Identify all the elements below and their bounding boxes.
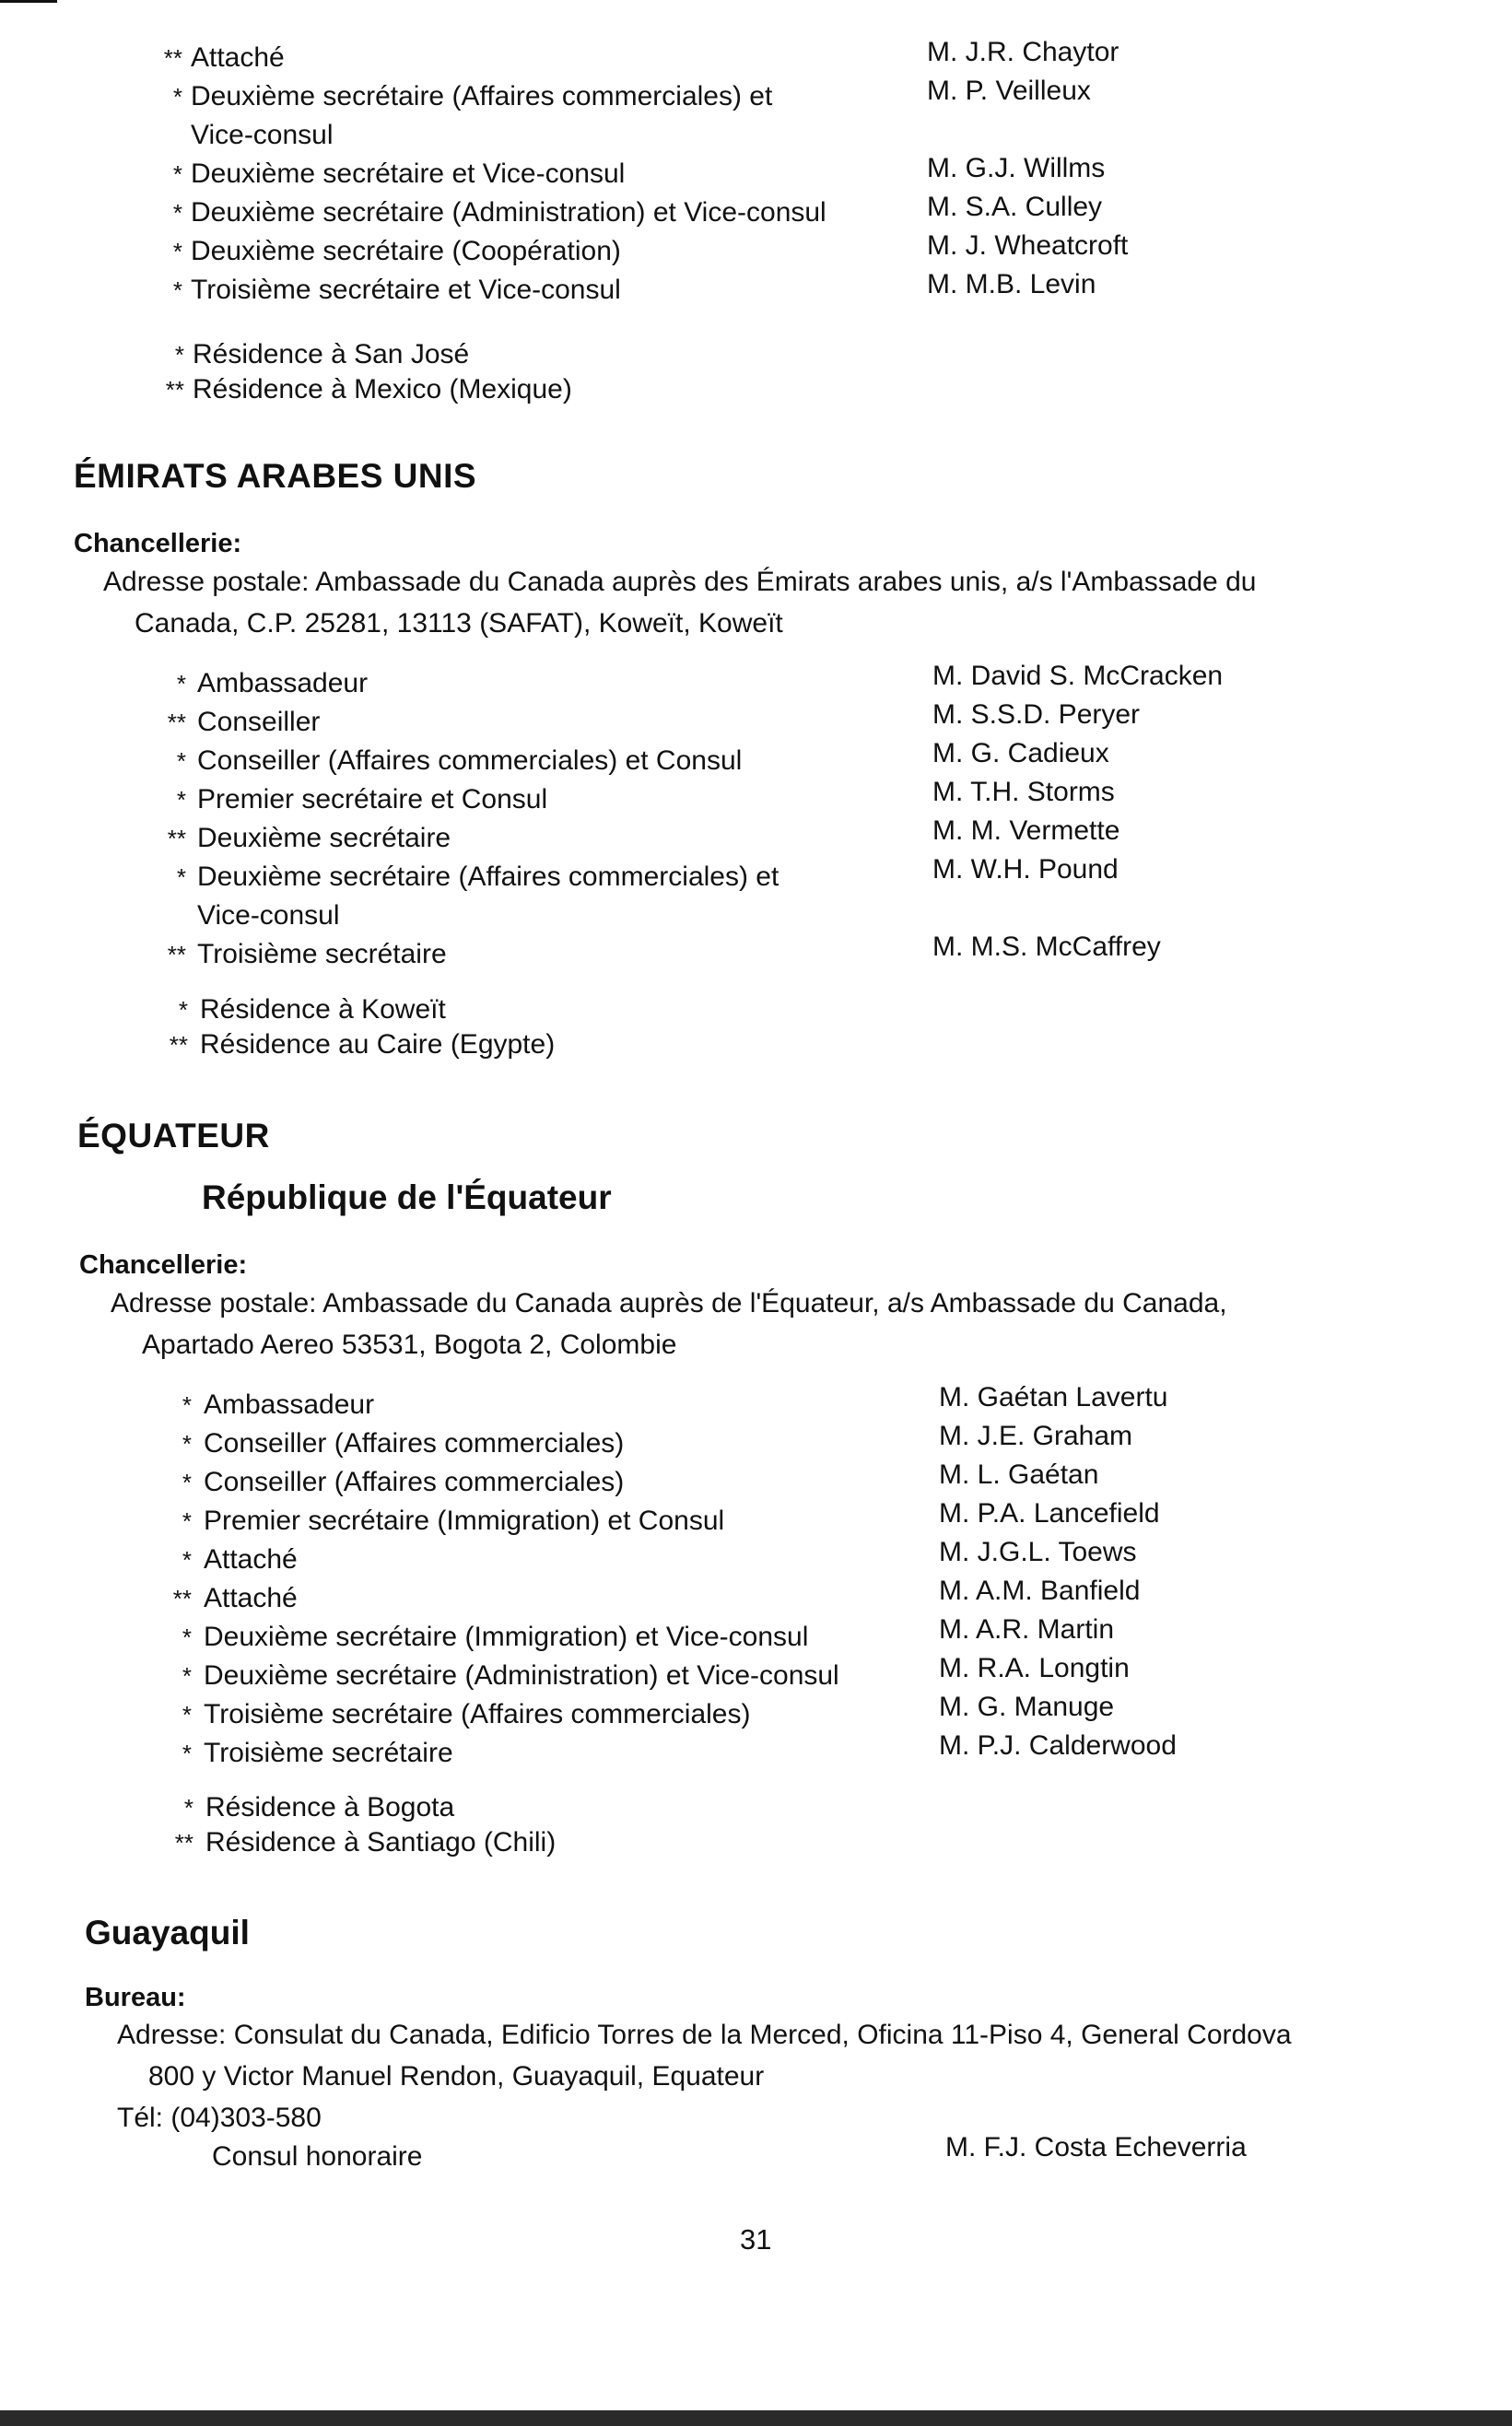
staff-role: Consul honoraire <box>212 2141 423 2172</box>
staff-entry: ** Attaché M. J.R. Chaytor <box>163 37 1119 73</box>
staff-entry: * Deuxième secrétaire et Vice-consul M. G.J. Willms <box>172 153 1106 189</box>
staff-entry: * Troisième secrétaire (Affaires commerciales) M. G. Manuge <box>182 1692 1115 1729</box>
staff-entry: * Deuxième secrétaire (Administration) et Vice-consul M. S.A. Culley <box>172 192 1103 228</box>
country-subheading: République de l'Équateur <box>202 1178 612 1216</box>
bottom-scan-edge <box>0 2410 1512 2426</box>
staff-entry: * Conseiller (Affaires commerciales) et Consul M. G. Cadieux <box>176 738 1109 776</box>
chancellery-label: Chancellerie: <box>74 529 242 558</box>
address-line: Adresse postale: Ambassade du Canada auprès de l'Équateur, a/s Ambassade du Canada, <box>111 1288 1227 1318</box>
staff-entry: * Deuxième secrétaire (Affaires commerciales) et Vice-consul M. P. Veilleux <box>172 76 1091 150</box>
residence-note: * Résidence à San José <box>174 339 470 369</box>
residence-note: ** Résidence à Santiago (Chili) <box>174 1827 557 1858</box>
top-residences <box>0 337 1512 407</box>
residence-note: ** Résidence à Mexico (Mexique) <box>165 374 572 404</box>
staff-entry: * Deuxième secrétaire (Coopération) M. J. Wheatcroft <box>172 230 1129 266</box>
staff-entry: ** Troisième secrétaire M. M.S. McCaffrey <box>167 932 1161 969</box>
staff-entry: * Attaché M. J.G.L. Toews <box>182 1537 1137 1575</box>
address-line: 800 y Victor Manuel Rendon, Guayaquil, Equateur <box>148 2061 765 2092</box>
staff-entry: ** Attaché M. A.M. Banfield <box>172 1576 1141 1613</box>
staff-entry: * Troisième secrétaire M. P.J. Calderwood <box>182 1730 1177 1768</box>
top-staff-list <box>0 39 1512 310</box>
postal-address <box>111 1283 1227 1365</box>
staff-entry: * Conseiller (Affaires commerciales) M. L. Gaétan <box>182 1459 1099 1497</box>
office-address <box>117 2014 1292 2097</box>
staff-entry: ** Deuxième secrétaire M. M. Vermette <box>167 815 1120 853</box>
staff-entry: * Premier secrétaire (Immigration) et Consul M. P.A. Lancefield <box>182 1498 1160 1536</box>
page-number: 31 <box>740 2223 772 2256</box>
address-line: Canada, C.P. 25281, 13113 (SAFAT), Koweït, Koweït <box>135 608 783 639</box>
office-label: Bureau: <box>85 1983 186 2012</box>
uae-residences <box>0 992 1512 1062</box>
staff-entry: ** Conseiller M. S.S.D. Peryer <box>167 699 1141 737</box>
ecuador-residences <box>0 1790 1512 1860</box>
country-heading-ecuador: ÉQUATEUR <box>77 1117 270 1154</box>
city-heading-guayaquil: Guayaquil <box>85 1914 250 1951</box>
staff-entry: * Ambassadeur M. David S. McCracken <box>176 661 1224 698</box>
residence-note: * Résidence à Koweït <box>178 994 446 1025</box>
staff-entry: * Conseiller (Affaires commerciales) M. J.E. Graham <box>182 1421 1133 1459</box>
country-heading-uae: ÉMIRATS ARABES UNIS <box>74 457 477 495</box>
ecuador-staff-list <box>0 1382 1512 1773</box>
office-phone: Tél: (04)303-580 <box>117 2103 322 2133</box>
staff-entry: * Premier secrétaire et Consul M. T.H. Storms <box>176 777 1115 815</box>
postal-address <box>103 561 1256 644</box>
staff-entry: * Deuxième secrétaire (Administration) et Vice-consul M. R.A. Longtin <box>182 1653 1130 1691</box>
staff-entry: * Deuxième secrétaire (Affaires commerciales) et Vice-consul M. W.H. Pound <box>176 854 1119 931</box>
address-line: Adresse: Consulat du Canada, Edificio Torres de la Merced, Oficina 11-Piso 4, General Cordova <box>117 2020 1292 2050</box>
staff-entry: * Deuxième secrétaire (Immigration) et Vice-consul M. A.R. Martin <box>182 1614 1115 1652</box>
address-line: Apartado Aereo 53531, Bogota 2, Colombie <box>142 1330 677 1360</box>
residence-note: ** Résidence au Caire (Egypte) <box>169 1029 556 1060</box>
staff-name: M. F.J. Costa Echeverria <box>945 2132 1247 2162</box>
chancellery-label: Chancellerie: <box>79 1250 248 1280</box>
address-line: Adresse postale: Ambassade du Canada auprès des Émirats arabes unis, a/s l'Ambassade du <box>103 567 1257 597</box>
staff-entry: * Ambassadeur M. Gaétan Lavertu <box>182 1382 1168 1420</box>
top-rule <box>0 0 57 3</box>
staff-entry: * Troisième secrétaire et Vice-consul M. M.B. Levin <box>172 269 1096 305</box>
residence-note: * Résidence à Bogota <box>183 1792 455 1822</box>
uae-staff-list <box>0 661 1512 974</box>
